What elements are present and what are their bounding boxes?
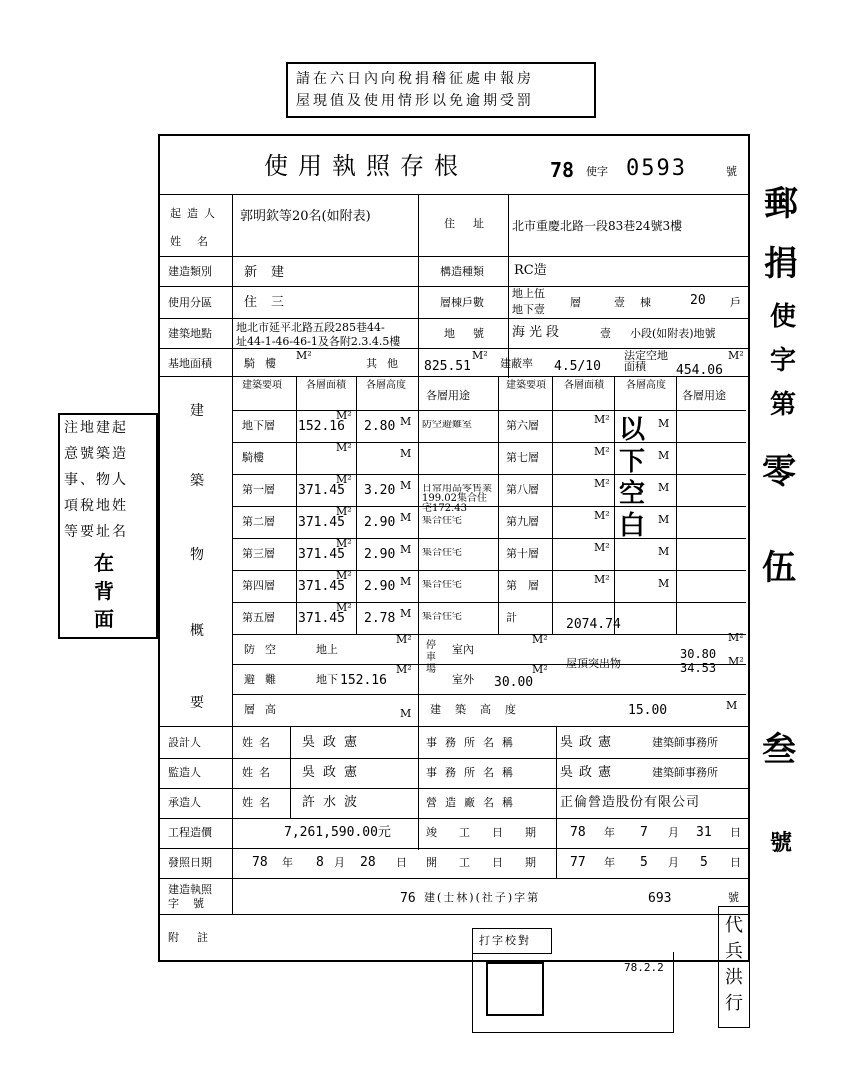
owner-label-1: 起造人 <box>170 207 221 220</box>
floor-area-unit-right: M² <box>594 509 610 522</box>
floor-height: 2.90 <box>364 579 396 594</box>
parking-unit-1: M² <box>532 633 548 646</box>
designer-office: 吳政憲 <box>560 735 618 750</box>
area-label: 基地面積 <box>168 357 212 370</box>
start-year: 77 <box>570 855 586 870</box>
notice-line-1: 請在六日內向稅捐稽征處申報房 <box>296 71 534 87</box>
other-label: 其他 <box>366 357 408 370</box>
designer-name: 吳政憲 <box>302 735 366 750</box>
finish-label: 竣工日期 <box>426 826 558 839</box>
side-note-d: 項稅地姓 <box>64 498 128 514</box>
designer-office-suffix: 建築師事務所 <box>652 736 718 749</box>
floor-area-unit-right: M² <box>594 573 610 586</box>
defense-label-2: 避難 <box>244 673 286 686</box>
start-month: 5 <box>640 855 648 870</box>
notice-line-2: 屋現值及使用情形以免逾期受罰 <box>296 93 534 109</box>
floor-name-right: 第六層 <box>506 419 539 432</box>
designer-office-label: 事務所名稱 <box>426 736 521 749</box>
floor-height-unit: M <box>400 511 412 524</box>
floor-use: 日常用品零售業199.02集合住宅172.43 <box>422 484 492 514</box>
contractor-company: 正倫營造股份有限公司 <box>560 795 701 810</box>
floors-header-height-2: 各層高度 <box>626 380 666 391</box>
floor-name-right: 第八層 <box>506 483 539 496</box>
floor-height-unit: M <box>400 575 412 588</box>
zone-value: 住三 <box>244 295 299 310</box>
floor-use: 集合住宅 <box>422 516 462 526</box>
roof-unit-1: M² <box>728 631 744 644</box>
contractor-name-label: 姓名 <box>242 796 276 809</box>
floor-area: 152.16 <box>298 419 345 434</box>
legal-label: 法定空地面積 <box>624 349 668 373</box>
owner-name: 郭明欽等20名(如附表) <box>240 209 371 224</box>
vlabel-5: 要 <box>190 695 204 711</box>
other-value: 825.51 <box>424 359 471 374</box>
floor-name-right: 第九層 <box>506 515 539 528</box>
floor-height-unit-right: M <box>658 449 670 462</box>
notice-stamp <box>286 62 596 118</box>
floor-name: 第二層 <box>242 515 275 528</box>
story-height-unit: M <box>400 707 412 720</box>
margin-mark-4: 字 <box>770 346 797 376</box>
permit-ref-suffix: 號 <box>728 891 739 904</box>
issue-year-unit: 年 <box>282 856 293 869</box>
start-month-unit: 月 <box>668 856 679 869</box>
contractor-label: 承造人 <box>168 796 201 809</box>
floors-header-kind: 建築要項 <box>242 380 282 391</box>
defense-above: 地上 <box>316 643 338 656</box>
roof-value-2: 34.53 <box>680 661 717 675</box>
page-title: 使用執照存根 <box>264 152 468 180</box>
other-unit: M² <box>472 349 488 362</box>
floor-name-right: 計 <box>506 611 517 624</box>
defense-below-value: 152.16 <box>340 673 387 688</box>
building-height-value: 15.00 <box>628 703 668 718</box>
floor-use: 防空避難室 <box>422 420 472 430</box>
lot-label: 地號 <box>444 327 502 340</box>
total-area: 2074.74 <box>566 617 621 632</box>
designer-name-label: 姓名 <box>242 736 276 749</box>
arcade-unit: M² <box>296 349 312 362</box>
floor-area-unit: M² <box>336 505 352 518</box>
floor-unit: 層 <box>570 296 581 309</box>
issue-day-unit: 日 <box>396 856 407 869</box>
floor-area-unit: M² <box>336 537 352 550</box>
floors-header-kind-2: 建築要項 <box>506 380 546 391</box>
roof-label: 屋頂突出物 <box>566 657 621 670</box>
floors-header-height: 各層高度 <box>366 380 406 391</box>
defense-unit-1: M² <box>396 633 412 646</box>
building-height-label: 建築高度 <box>430 703 530 716</box>
building-height-unit: M <box>726 699 738 712</box>
floor-height-unit-right: M <box>658 545 670 558</box>
permit-year: 78 <box>550 158 575 182</box>
floors-label: 層棟戶數 <box>440 296 484 309</box>
floor-area-unit-right: M² <box>594 541 610 554</box>
zone-label: 使用分區 <box>168 296 212 309</box>
finish-year-unit: 年 <box>604 826 615 839</box>
site-line-2: 址44-1-46-46-1及各附2.3.4.5樓 <box>236 335 401 348</box>
start-day-unit: 日 <box>730 856 741 869</box>
side-note-g: 背 <box>94 579 114 603</box>
site-line-1: 地北市延平北路五段285巷44- <box>236 321 385 334</box>
side-note <box>58 413 158 639</box>
supervisor-label: 監造人 <box>168 766 201 779</box>
proxy-seal: 代兵洪行 <box>718 906 750 1028</box>
cost-label: 工程造價 <box>168 826 212 839</box>
defense-below: 地下 <box>316 673 338 686</box>
floors-above: 地上伍 <box>512 287 545 300</box>
floor-height-unit-right: M <box>658 481 670 494</box>
supervisor-office: 吳政憲 <box>560 765 618 780</box>
supervisor-name: 吳政憲 <box>302 765 366 780</box>
floor-area: 371.45 <box>298 579 345 594</box>
floor-area-unit: M² <box>336 473 352 486</box>
build-type-label: 建造類別 <box>168 265 212 278</box>
floor-height-unit: M <box>400 543 412 556</box>
vlabel-1: 建 <box>190 403 204 419</box>
margin-mark-5: 第 <box>770 390 797 420</box>
floors-header-use: 各層用途 <box>426 389 470 402</box>
designer-label: 設計人 <box>168 736 201 749</box>
floor-height-unit: M <box>400 607 412 620</box>
floor-area-unit: M² <box>336 601 352 614</box>
finish-day: 31 <box>696 825 712 840</box>
floor-use: 集合住宅 <box>422 612 462 622</box>
floor-height: 3.20 <box>364 483 396 498</box>
vlabel-3: 物 <box>190 547 204 563</box>
structure-label: 構造種類 <box>440 265 484 278</box>
permit-char: 使字 <box>586 165 608 178</box>
floor-area-unit-right: M² <box>594 413 610 426</box>
floor-area: 371.45 <box>298 515 345 530</box>
permit-ref-number: 693 <box>648 891 672 906</box>
floor-name: 第五層 <box>242 611 275 624</box>
side-note-e: 等要址名 <box>64 524 128 540</box>
margin-mark-2: 捐 <box>764 244 798 284</box>
contractor-name: 許水波 <box>302 795 366 810</box>
address-value: 北市重慶北路一段83巷24號3樓 <box>512 219 683 233</box>
supervisor-office-label: 事務所名稱 <box>426 766 521 779</box>
permit-ref-text: 建(士林)(社子)字第 <box>424 891 541 904</box>
floor-height-unit-right: M <box>658 513 670 526</box>
build-type-value: 新建 <box>244 265 299 280</box>
supervisor-name-label: 姓名 <box>242 766 276 779</box>
lot-text: 小段(如附表)地號 <box>630 327 716 340</box>
issue-year: 78 <box>252 855 268 870</box>
legal-unit: M² <box>728 349 744 362</box>
coverage-value: 4.5/10 <box>554 359 601 374</box>
floor-height: 2.90 <box>364 515 396 530</box>
floors-below: 地下壹 <box>512 303 545 316</box>
floor-name: 第三層 <box>242 547 275 560</box>
issue-day: 28 <box>360 855 376 870</box>
parking-unit-2: M² <box>532 663 548 676</box>
floor-name: 第四層 <box>242 579 275 592</box>
start-year-unit: 年 <box>604 856 615 869</box>
issue-month-unit: 月 <box>334 856 345 869</box>
floor-height-unit: M <box>400 479 412 492</box>
floor-area-unit-right: M² <box>594 445 610 458</box>
cost-value: 7,261,590.00元 <box>284 825 391 840</box>
floor-use: 集合住宅 <box>422 580 462 590</box>
floor-area: 371.45 <box>298 547 345 562</box>
floor-name-right: 第 層 <box>506 579 539 592</box>
permit-label-2: 字號 <box>168 897 218 910</box>
margin-mark-3: 使 <box>770 302 797 332</box>
floor-height: 2.90 <box>364 547 396 562</box>
finish-month: 7 <box>640 825 648 840</box>
structure-value: RC造 <box>514 263 547 278</box>
supervisor-office-suffix: 建築師事務所 <box>652 766 718 779</box>
floor-area: 371.45 <box>298 483 345 498</box>
owner-label-2: 姓名 <box>170 235 224 248</box>
legal-value: 454.06 <box>676 363 723 378</box>
start-label: 開工日期 <box>426 856 558 869</box>
parking-outdoor-value: 30.00 <box>494 675 534 690</box>
floor-name-right: 第七層 <box>506 451 539 464</box>
remark-label: 附註 <box>168 931 226 944</box>
floor-height-unit-right: M <box>658 417 670 430</box>
issue-month: 8 <box>316 855 324 870</box>
floor-height-unit-right: M <box>658 577 670 590</box>
margin-mark-9: 號 <box>770 830 793 856</box>
floor-height-unit: M <box>400 447 412 460</box>
permit-ref-year: 76 <box>400 891 416 906</box>
floor-area-unit: M² <box>336 569 352 582</box>
permit-label-1: 建造執照 <box>168 883 212 896</box>
side-note-f: 在 <box>94 551 114 575</box>
floor-area-unit: M² <box>336 409 352 422</box>
permit-suffix: 號 <box>726 165 737 178</box>
floor-height: 2.78 <box>364 611 396 626</box>
margin-mark-6: 零 <box>762 452 796 492</box>
lot-section: 海光段 <box>512 325 564 340</box>
unit-count: 20 <box>690 293 706 308</box>
floors-header-area-2: 各層面積 <box>564 380 604 391</box>
margin-mark-1: 郵 <box>764 184 798 224</box>
floor-use: 集合住宅 <box>422 548 462 558</box>
unit-unit: 戶 <box>730 296 741 309</box>
site-label: 建築地點 <box>168 327 212 340</box>
floor-name: 地下層 <box>242 419 275 432</box>
floors-header-use-2: 各層用途 <box>682 389 726 402</box>
margin-mark-8: 叁 <box>762 730 796 770</box>
roof-value-1: 30.80 <box>680 647 717 661</box>
finish-day-unit: 日 <box>730 826 741 839</box>
floor-height-unit: M <box>400 415 412 428</box>
defense-label-1: 防空 <box>244 643 286 656</box>
lot-sub: 壹 <box>600 327 611 340</box>
start-day: 5 <box>700 855 708 870</box>
seal-icon <box>486 962 544 1016</box>
building-unit: 棟 <box>640 296 651 309</box>
vlabel-4: 概 <box>190 623 204 639</box>
floor-name-right: 第十層 <box>506 547 539 560</box>
story-height-label: 層高 <box>244 703 286 716</box>
permit-number: 0593 <box>626 156 687 181</box>
finish-month-unit: 月 <box>668 826 679 839</box>
arcade-label: 騎樓 <box>244 357 286 370</box>
floor-area-unit-right: M² <box>594 477 610 490</box>
parking-label: 停車場 <box>426 640 436 675</box>
floor-name: 騎樓 <box>242 451 264 464</box>
roof-unit-2: M² <box>728 655 744 668</box>
floor-area: 371.45 <box>298 611 345 626</box>
side-note-h: 面 <box>94 607 114 631</box>
review-date: 78.2.2 <box>624 961 664 974</box>
vlabel-2: 築 <box>190 473 204 489</box>
contractor-company-label: 營造廠名稱 <box>426 796 521 809</box>
coverage-label: 建蔽率 <box>500 357 533 370</box>
building-count: 壹 <box>614 296 625 309</box>
parking-outdoor: 室外 <box>452 673 474 686</box>
floor-area-unit: M² <box>336 441 352 454</box>
floor-height: 2.80 <box>364 419 396 434</box>
floors-header-area: 各層面積 <box>306 380 346 391</box>
defense-unit-2: M² <box>396 663 412 676</box>
issue-label: 發照日期 <box>168 856 212 869</box>
address-label: 住址 <box>444 217 502 230</box>
margin-mark-7: 伍 <box>762 548 796 588</box>
side-note-c: 事、物人 <box>64 472 128 488</box>
review-label: 打字校對 <box>479 934 531 947</box>
review-stamp <box>472 928 552 954</box>
finish-year: 78 <box>570 825 586 840</box>
side-note-a: 注地建起 <box>64 420 128 436</box>
parking-indoor: 室內 <box>452 643 474 656</box>
side-note-b: 意號築造 <box>64 446 128 462</box>
floor-name: 第一層 <box>242 483 275 496</box>
